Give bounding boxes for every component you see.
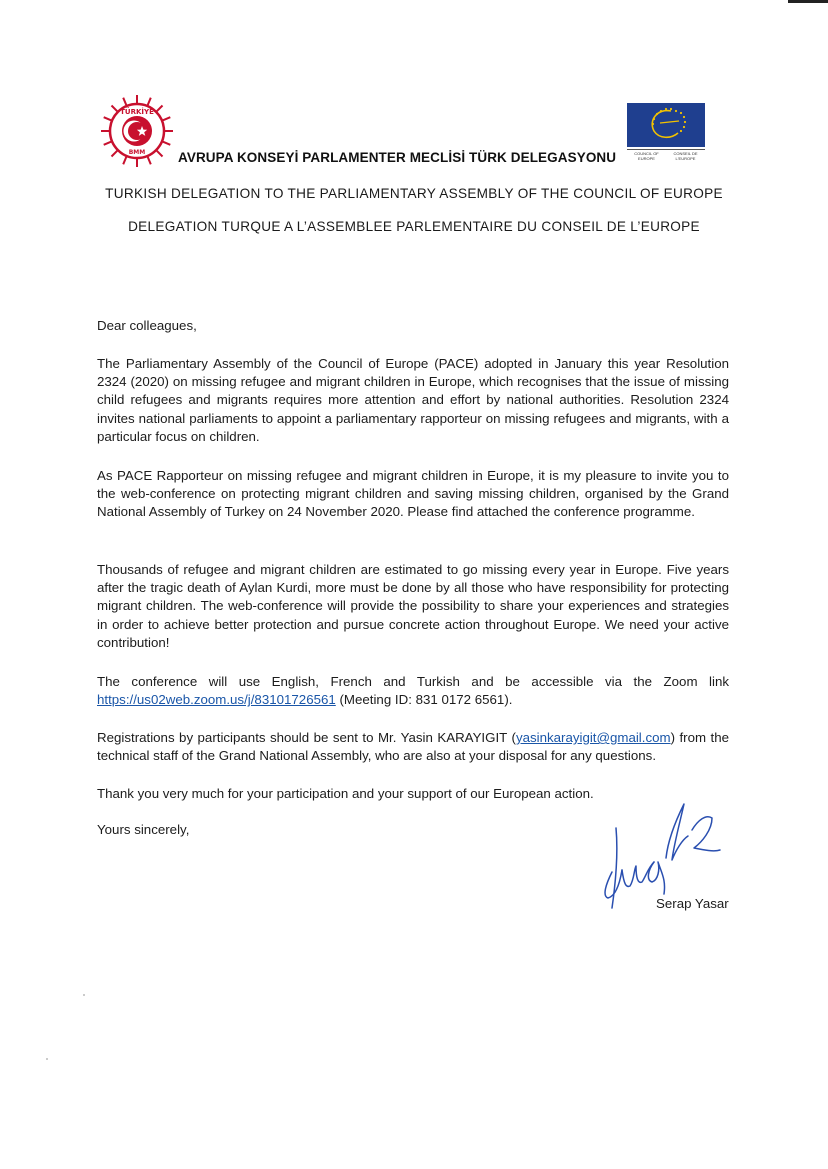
- coe-caption-en: COUNCIL OF EUROPE: [634, 151, 659, 161]
- coe-caption-fr: CONSEIL DE L'EUROPE: [673, 151, 698, 161]
- letter-paragraph-3: [97, 561, 729, 652]
- coe-logo-rule: [627, 149, 705, 150]
- letter-paragraph-2: [97, 467, 729, 522]
- closing-text: Yours sincerely,: [97, 822, 190, 837]
- tbmm-seal-text-bottom: BMM: [128, 149, 146, 156]
- letterhead-title-english: TURKISH DELEGATION TO THE PARLIAMENTARY ASSEMBLY OF THE COUNCIL OF EUROPE: [105, 186, 723, 201]
- paragraph-4-lead: The conference will use English, French and Turkish and be accessible via the Zoom link: [97, 674, 729, 689]
- letter-paragraph-4: [97, 673, 729, 709]
- scan-speck: [83, 994, 85, 996]
- letterhead-title-turkish: AVRUPA KONSEYİ PARLAMENTER MECLİSİ TÜRK DELEGASYONU: [178, 150, 617, 165]
- paragraph-5-lead: Registrations by participants should be sent to Mr. Yasin KARAYIGIT (: [97, 730, 516, 745]
- salutation-text: Dear colleagues,: [97, 318, 197, 333]
- paragraph-1-text: The Parliamentary Assembly of the Council of Europe (PACE) adopted in January this year Resolution 2324 (2020) on missing refugee and migrant children in Europe, which recognises that the issue of missing child refugees and migrants requires more attention and effort by national authorities. Resolution 2324 invites national parliaments to appoint a parliamentary rapporteur on missing refugees and migrants, with a particular focus on children.: [97, 356, 729, 444]
- paragraph-3-text: Thousands of refugee and migrant children are estimated to go missing every year in Europe. Five years after the tragic death of Aylan Kurdi, more must be done by all those who have responsibility for protecting migrant children. The web-conference will provide the possibility to share your experiences and strategies in order to achieve better protection and pursue concrete action throughout Europe. We need your active contribution!: [97, 562, 729, 650]
- paragraph-6-text: Thank you very much for your participation and your support of our European action.: [97, 786, 594, 801]
- council-of-europe-logo-icon: [627, 103, 705, 161]
- signer-name: Serap Yasar: [656, 896, 729, 911]
- paragraph-4-tail: (Meeting ID: 831 0172 6561).: [335, 692, 513, 708]
- scan-speck: [46, 1058, 48, 1060]
- zoom-link[interactable]: https://us02web.zoom.us/j/83101726561: [97, 692, 336, 708]
- paragraph-4-text: [97, 673, 729, 709]
- tbmm-seal-icon: [100, 94, 174, 168]
- coe-logo-box: [627, 103, 705, 147]
- letterhead-title-french: DELEGATION TURQUE A L’ASSEMBLEE PARLEMENTAIRE DU CONSEIL DE L’EUROPE: [128, 219, 700, 234]
- paragraph-2-text: As PACE Rapporteur on missing refugee and migrant children in Europe, it is my pleasure to invite you to the web-conference on protecting migrant children and saving missing children, organised by the Grand National Assembly of Turkey on 24 November 2020. Please find attached the conference programme.: [97, 468, 729, 520]
- tbmm-seal-text-top: TÜRKİYE: [120, 108, 154, 116]
- paragraph-5-tail: ) from the technical staff of the Grand National Assembly, who are also at your disposal for any questions.: [97, 730, 729, 764]
- letter-salutation: [97, 317, 729, 335]
- letter-paragraph-5: [97, 729, 729, 765]
- scan-edge-mark: [788, 0, 828, 3]
- email-link[interactable]: yasinkarayigit@gmail.com: [515, 730, 671, 745]
- letter-paragraph-1: [97, 355, 729, 446]
- paragraph-5-text: [97, 729, 729, 765]
